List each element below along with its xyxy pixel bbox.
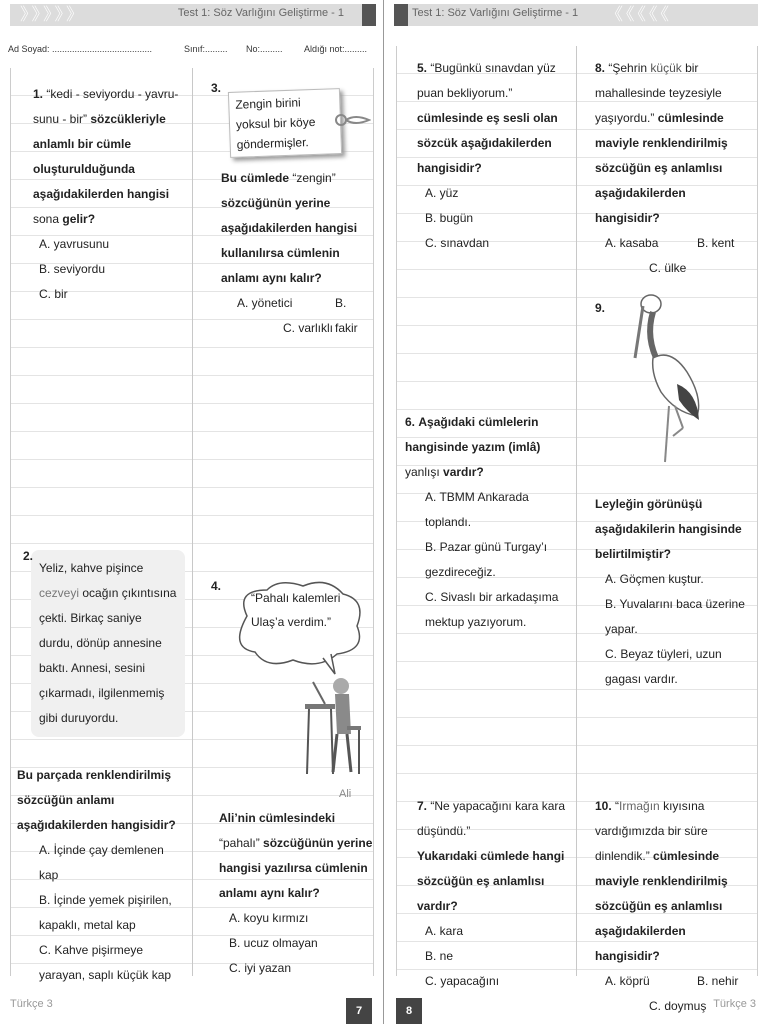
option-b[interactable]: B. Pazar günü Turgay’ı gezdireceğiz.	[425, 540, 548, 579]
option-b[interactable]: B. nehir	[697, 974, 739, 988]
question-4: 4. “Pahalı kalemleri Ulaş’a verdim.” Ali Ali’nin cümlesindeki “pahalı” sözcüğünün yerine hangisi yazılırsa cümlenin anlamı aynı kalır? A. koyu kırmızı B. ucuz olmayan C. iyi yazan	[207, 574, 373, 981]
option-c[interactable]: C. sınavdan	[425, 236, 490, 250]
question-10: 10. “Irmağın kıyısına vardığımızda bir süre dinlendik.” cümlesinde maviyle renklendirilmiş sözcüğün eş anlamlısı aşağıdakilerden hangisidir? A. köprü B. nehir C. doymuş	[585, 794, 753, 1019]
option-c[interactable]: C. yapacağını	[425, 974, 500, 988]
option-b[interactable]: B. kent	[697, 236, 735, 250]
option-a[interactable]: A. kasaba	[605, 236, 659, 250]
passage-box: Yeliz, kahve pişince cezveyi ocağın çıkıntısına çekti. Birkaç saniye durdu, dönüp annesine baktı. Annesi, sesini çıkarmadı, ilgilenmemiş gibi duruyordu.	[31, 550, 185, 737]
highlighted-word: cezveyi	[39, 586, 80, 600]
option-c[interactable]: C. iyi yazan	[229, 961, 292, 975]
chevron-left-icon: 《《《《《	[606, 5, 672, 24]
option-b[interactable]: B. İçinde yemek pişirilen, kapaklı, metal kap	[39, 893, 172, 932]
option-c[interactable]: C. Beyaz tüyleri, uzun gagası vardır.	[605, 647, 722, 686]
option-b[interactable]: B. Yuvalarını baca üzerine yapar.	[605, 597, 745, 636]
question-5: 5. “Bugünkü sınavdan yüz puan bekliyorum.” cümlesinde eş sesli olan sözcük aşağıdakilerden hangisidir? A. yüz B. bugün C. sınavdan	[405, 56, 567, 256]
option-a[interactable]: A. kara	[425, 924, 464, 938]
page-number: 7	[346, 998, 372, 1024]
subject-label: Türkçe 3	[10, 998, 53, 1010]
question-1: 1. “kedi - seviyordu - yavru-sunu - bir” sözcükleriyle anlamlı bir cümle oluşturulduğunda aşağıdakilerden hangisi sona gelir? A. yavrusunu B. seviyordu C. bir	[17, 82, 183, 307]
boy-at-desk-icon	[303, 674, 363, 784]
option-b[interactable]: B. fakir	[335, 296, 358, 335]
header-tab	[362, 4, 376, 26]
test-title: Test 1: Söz Varlığını Geliştirme - 1	[177, 7, 344, 19]
question-8: 8. “Şehrin küçük bir mahallesinde teyzesiyle yaşıyordu.” cümlesinde maviyle renklendirilmiş sözcüğün eş anlamlısı aşağıdakilerden hangisidir? A. kasaba B. kent C. ülke	[585, 56, 753, 281]
right-page	[384, 0, 768, 1024]
option-c[interactable]: C. ülke	[649, 261, 687, 275]
test-title: Test 1: Söz Varlığını Geliştirme - 1	[412, 7, 579, 19]
option-b[interactable]: B. bugün	[425, 211, 474, 225]
speaker-caption: Ali	[339, 788, 352, 800]
page-number: 8	[396, 998, 422, 1024]
option-a[interactable]: A. yavrusunu	[39, 237, 110, 251]
option-c[interactable]: C. Sivaslı bir arkadaşıma mektup yazıyorum.	[425, 590, 559, 629]
name-field[interactable]: Ad Soyad: ........................................	[8, 44, 153, 54]
option-c[interactable]: C. bir	[39, 287, 68, 301]
left-question-area	[10, 68, 374, 982]
option-a[interactable]: A. yüz	[425, 186, 459, 200]
question-3: 3. Zengin birini yoksul bir köye göndermişler. Bu cümlede “zengin” sözcüğünün yerine aşağıdakilerden hangisi kullanılırsa cümlenin anlamı aynı kalır? A. yönetici B. fakir C. varlıklı	[207, 82, 371, 341]
question-7: 7. “Ne yapacağını kara kara düşündü.” Yukarıdaki cümlede hangi sözcüğün eş anlamlısı vardır? A. kara B. ne C. yapacağını	[405, 794, 569, 994]
option-b[interactable]: B. ne	[425, 949, 454, 963]
highlighted-word: Irmağın	[619, 799, 660, 813]
option-a[interactable]: A. TBMM Ankarada toplandı.	[425, 490, 529, 529]
stork-icon	[631, 288, 711, 468]
column-divider	[576, 46, 577, 976]
option-c[interactable]: C. varlıklı	[283, 321, 334, 335]
option-a[interactable]: A. köprü	[605, 974, 650, 988]
sentence-card: Zengin birini yoksul bir köye göndermişler.	[228, 88, 342, 158]
clip-icon	[335, 112, 371, 128]
subject-label: Türkçe 3	[713, 998, 756, 1010]
option-a[interactable]: A. koyu kırmızı	[229, 911, 309, 925]
highlighted-word: küçük	[650, 61, 682, 75]
number-field[interactable]: No:.........	[246, 44, 283, 54]
option-c[interactable]: C. doymuş	[649, 999, 707, 1013]
score-field[interactable]: Aldığı not:.........	[304, 44, 368, 54]
header-tab	[394, 4, 408, 26]
option-b[interactable]: B. ucuz olmayan	[229, 936, 318, 950]
question-9: 9. Leyleğin görünüşü aşağıdakilerin hangisinde belirtilmiştir? A. Göçmen kuştur. B. Yuvalarını baca üzerine yapar. C. Beyaz tüyleri, uzun gagası vardır.	[585, 282, 753, 692]
option-a[interactable]: A. İçinde çay demlenen kap	[39, 843, 164, 882]
option-a[interactable]: A. Göçmen kuştur.	[605, 572, 704, 586]
option-b[interactable]: B. seviyordu	[39, 262, 106, 276]
chevron-right-icon: 》》》》》	[20, 5, 86, 24]
class-field[interactable]: Sınıf:.........	[184, 44, 228, 54]
option-c[interactable]: C. Kahve pişirmeye yarayan, saplı küçük kap	[39, 943, 172, 982]
option-a[interactable]: A. yönetici	[237, 296, 293, 310]
right-header-bar	[396, 4, 758, 26]
column-divider	[192, 68, 193, 976]
left-header-bar	[10, 4, 374, 26]
question-2: 2. Yeliz, kahve pişince cezveyi ocağın çıkıntısına çekti. Birkaç saniye durdu, dönüp annesine baktı. Annesi, sesini çıkarmadı, ilgilenmemiş gibi duruyordu. Bu parçada renklendirilmiş sözcüğün anlamı aşağıdakilerden hangisidir? A. İçinde çay demlenen kap B. İçinde yemek pişirilen, kapaklı, metal kap C. Kahve pişirmeye yarayan, saplı küçük kap	[17, 550, 185, 988]
question-6: 6. Aşağıdaki cümlelerin hangisinde yazım (imlâ) yanlışı vardır? A. TBMM Ankarada toplandı. B. Pazar günü Turgay’ı gezdireceğiz. C. Sivaslı bir arkadaşıma mektup yazıyorum.	[405, 410, 567, 635]
